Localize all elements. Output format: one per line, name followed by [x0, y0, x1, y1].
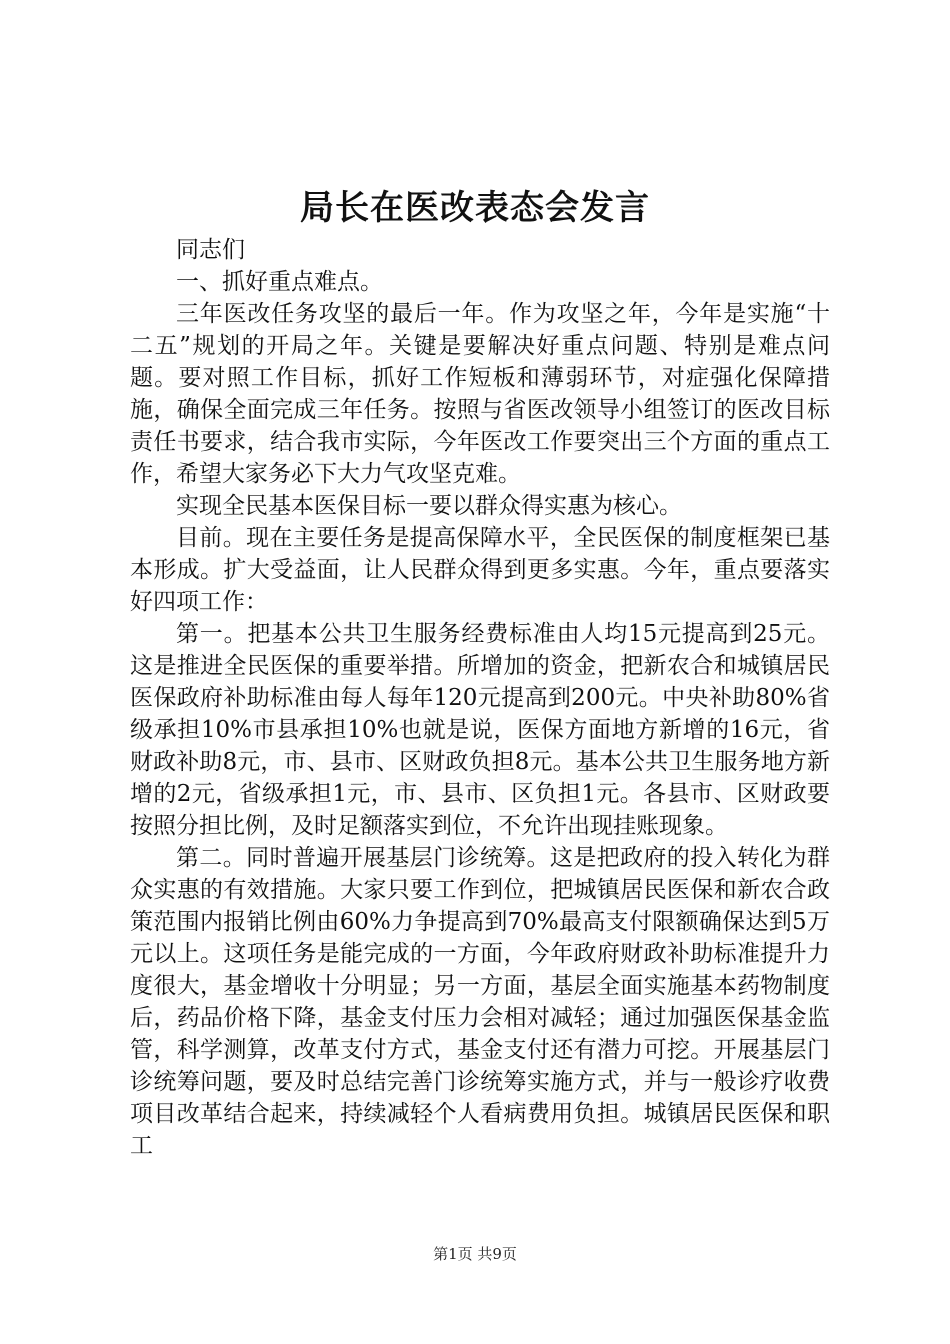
paragraph-2: 实现全民基本医保目标一要以群众得实惠为核心。	[176, 493, 682, 519]
page-number: 第1页 共9页	[433, 1245, 517, 1263]
paragraph-greeting: 同志们	[176, 237, 245, 263]
paragraph-4: 第一。把基本公共卫生服务经费标准由人均15元提高到25元。这是推进全民医保的重要举措。所增加的资金，把新农合和城镇居民医保政府补助标准由每人每年120元提高到200元。中央补助80%省级承担10%市县承担10%也就是说，医保方面地方新增的16元，省财政补助8元，市、县市、区财政负担8元。基本公共卫生服务地方新增的2元，省级承担1元，市、县市、区负担1元。各县市、区财政要按照分担比例，及时足额落实到位，不允许出现挂账现象。	[130, 621, 830, 839]
document-body	[130, 234, 830, 1162]
paragraph-5: 第二。同时普遍开展基层门诊统筹。这是把政府的投入转化为群众实惠的有效措施。大家只要工作到位，把城镇居民医保和新农合政策范围内报销比例由60%力争提高到70%最高支付限额确保达到5万元以上。这项任务是能完成的一方面，今年政府财政补助标准提升力度很大，基金增收十分明显；另一方面，基层全面实施基本药物制度后，药品价格下降，基金支付压力会相对减轻；通过加强医保基金监管，科学测算，改革支付方式，基金支付还有潜力可挖。开展基层门诊统筹问题，要及时总结完善门诊统筹实施方式，并与一般诊疗收费项目改革结合起来，持续减轻个人看病费用负担。城镇居民医保和职工	[130, 845, 830, 1159]
paragraph-heading-1: 一、抓好重点难点。	[176, 269, 383, 295]
paragraph-3: 目前。现在主要任务是提高保障水平，全民医保的制度框架已基本形成。扩大受益面，让人民群众得到更多实惠。今年，重点要落实好四项工作：	[130, 525, 830, 615]
paragraph-1: 三年医改任务攻坚的最后一年。作为攻坚之年，今年是实施“十二五”规划的开局之年。关键是要解决好重点问题、特别是难点问题。要对照工作目标，抓好工作短板和薄弱环节，对症强化保障措施，确保全面完成三年任务。按照与省医改领导小组签订的医改目标责任书要求，结合我市实际，今年医改工作要突出三个方面的重点工作，希望大家务必下大力气攻坚克难。	[130, 301, 830, 487]
document-title: 局长在医改表态会发言	[300, 188, 650, 228]
